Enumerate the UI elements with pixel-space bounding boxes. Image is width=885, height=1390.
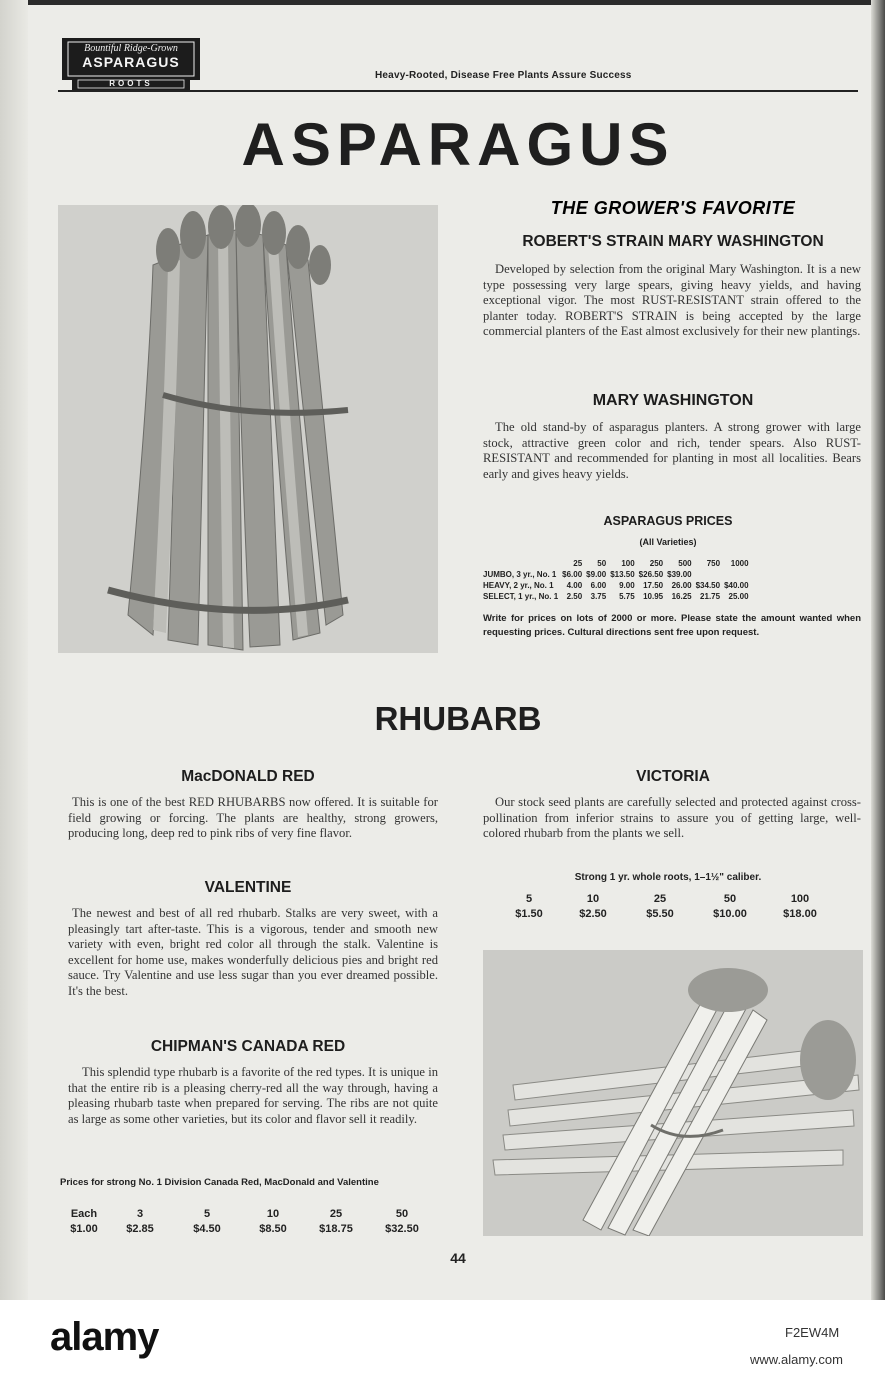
price-table-col: 1000	[730, 559, 749, 568]
price-cell: 4.00	[566, 581, 583, 590]
quantity-cell: 100	[790, 892, 810, 905]
bountiful-ridge-logo	[58, 32, 204, 94]
chipman-canada-red-description: This splendid type rhubarb is a favorite of the red types. It is unique in that the entire rib is a pleasing cherry-red all the way through, having a pleasing rhubarb taste when prepared for serving. The ribs are not quite as large as some other varieties, but its color and flavor sell it readily.	[68, 1065, 438, 1126]
rhubarb-title: RHUBARB	[374, 700, 542, 737]
chipman-canada-red-heading: CHIPMAN'S CANADA RED	[150, 1038, 346, 1055]
victoria-price-table	[497, 891, 835, 921]
price-cell: $39.00	[667, 570, 692, 579]
price-cell: $18.75	[319, 1222, 353, 1235]
price-table-col: 25	[573, 559, 583, 568]
page-right-edge	[871, 0, 885, 1300]
header-tagline: Heavy-Rooted, Disease Free Plants Assure Success	[375, 70, 632, 81]
price-cell: $2.50	[579, 907, 607, 920]
valentine-heading: VALENTINE	[204, 879, 292, 896]
price-cell: 10.95	[643, 592, 664, 601]
quantity-cell: 5	[203, 1207, 211, 1220]
price-cell: $32.50	[385, 1222, 419, 1235]
rhubarb-illustration	[483, 950, 863, 1236]
quantity-cell: 25	[653, 892, 667, 905]
victoria-price-row	[497, 906, 835, 921]
price-cell: $10.00	[713, 907, 747, 920]
asparagus-prices-heading: ASPARAGUS PRICES	[603, 514, 733, 528]
price-table-col: 50	[597, 559, 607, 568]
price-cell: 25.00	[728, 592, 749, 601]
growers-favorite-heading: THE GROWER'S FAVORITE	[550, 198, 796, 218]
asparagus-price-table	[483, 558, 751, 602]
alamy-logo: alamy	[50, 1315, 159, 1359]
quantity-cell: 3	[136, 1207, 144, 1220]
quantity-cell: Each	[70, 1207, 98, 1220]
victoria-heading: VICTORIA	[636, 768, 710, 785]
price-cell: 3.75	[590, 592, 607, 601]
price-cell: $8.50	[259, 1222, 287, 1235]
rhubarb-bundle-photo	[483, 950, 863, 1236]
asparagus-prices-subheading: (All Varieties)	[639, 537, 697, 547]
macdonald-red-heading: MacDONALD RED	[181, 768, 315, 785]
price-cell: 6.00	[590, 581, 607, 590]
asparagus-illustration	[58, 205, 438, 653]
price-cell: $9.00	[586, 570, 607, 579]
price-cell: 16.25	[671, 592, 692, 601]
quantity-cell: 10	[586, 892, 600, 905]
page-number: 44	[450, 1250, 466, 1266]
price-row-label: SELECT, 1 yr., No. 1	[483, 592, 559, 601]
price-cell: $2.85	[126, 1222, 154, 1235]
price-cell: 26.00	[671, 581, 692, 590]
price-cell: $26.50	[638, 570, 664, 579]
division-prices-label: Prices for strong No. 1 Division Canada Red, MacDonald and Valentine	[60, 1177, 379, 1188]
price-cell: 5.75	[619, 592, 635, 601]
roberts-strain-heading: ROBERT'S STRAIN MARY WASHINGTON	[522, 233, 824, 250]
price-cell: 9.00	[619, 581, 635, 590]
price-table-col: 500	[678, 559, 692, 568]
price-table-row	[483, 569, 751, 580]
roberts-strain-description: Developed by selection from the original Mary Washington. It is a new type possessing very large spears, giving heavy yields, and having exceptional vigor. The most RUST-RESISTANT strain offered to the planter today. ROBERT'S STRAIN is being accepted by the large commercial planters of the East almost exclusively for their new plantings.	[483, 262, 861, 339]
price-table-col: 750	[706, 559, 721, 568]
price-cell: $1.50	[515, 907, 543, 920]
division-quantity-row	[60, 1206, 436, 1221]
price-cell	[694, 569, 722, 580]
price-cell: 2.50	[566, 592, 583, 601]
victoria-prices-label: Strong 1 yr. whole roots, 1–1½" caliber.	[574, 872, 762, 883]
logo-line3: ROOTS	[109, 79, 153, 88]
asparagus-prices-note: Write for prices on lots of 2000 or more. Please state the amount wanted when requesting prices. Cultural directions sent free upon request.	[483, 613, 861, 638]
macdonald-red-description: This is one of the best RED RHUBARBS now offered. It is suitable for field growing or forcing. The plants are healthy, strong growers, producing long, deep red to pink ribs of very fine flavor.	[68, 795, 438, 841]
price-cell: $4.50	[193, 1222, 221, 1235]
price-cell: $34.50	[695, 581, 721, 590]
price-cell: $6.00	[562, 570, 583, 579]
victoria-quantity-row	[497, 891, 835, 906]
page-top-edge	[0, 0, 885, 5]
header-rule	[58, 90, 858, 92]
price-table-col: 250	[649, 559, 664, 568]
price-table-row	[483, 591, 751, 602]
price-cell: $5.50	[646, 907, 674, 920]
price-table-header-row	[483, 558, 751, 569]
price-cell: $1.00	[70, 1222, 98, 1235]
quantity-cell: 50	[395, 1207, 409, 1220]
quantity-cell: 50	[723, 892, 737, 905]
price-cell: $40.00	[724, 581, 749, 590]
price-cell: 21.75	[700, 592, 721, 601]
asparagus-bundle-photo	[58, 205, 438, 653]
site-url-label: www.alamy.com	[750, 1352, 843, 1367]
price-row-label: HEAVY, 2 yr., No. 1	[483, 581, 554, 590]
price-table-col: 100	[621, 559, 635, 568]
division-price-table	[60, 1206, 436, 1236]
price-row-label: JUMBO, 3 yr., No. 1	[483, 570, 557, 579]
mary-washington-description: The old stand-by of asparagus planters. A strong grower with large stock, attractive green color and rich, tender spears. Also RUST-RESISTANT and recommended for planting in most all localities. Bears early and gives heavy yields.	[483, 420, 861, 481]
price-cell: 17.50	[643, 581, 664, 590]
image-id-label: F2EW4M	[785, 1325, 840, 1340]
price-table-corner	[483, 558, 560, 569]
price-cell: $13.50	[610, 570, 635, 579]
victoria-description: Our stock seed plants are carefully selected and protected against cross-pollination from inferior strains to assure you of getting large, well-colored rhubarb from the plants we sell.	[483, 795, 861, 841]
valentine-description: The newest and best of all red rhubarb. Stalks are very sweet, with a pleasingly tart after-taste. This is a vigorous, tender and smooth new variety with even, bright red color all through the stalk. Valentine is excellent for home use, makes wonderfully delicious pies and bright red sauce. Try Valentine and use less sugar than you ever dreamed possible. It's the best.	[68, 906, 438, 998]
price-cell	[722, 569, 750, 580]
page-binding-shadow	[0, 0, 28, 1300]
price-table-row	[483, 580, 751, 591]
logo-line1: Bountiful Ridge-Grown	[84, 43, 178, 54]
asparagus-title: ASPARAGUS	[241, 111, 675, 178]
mary-washington-heading: MARY WASHINGTON	[592, 392, 754, 409]
quantity-cell: 25	[329, 1207, 343, 1220]
quantity-cell: 5	[525, 892, 533, 905]
price-cell: $18.00	[783, 907, 817, 920]
division-price-row	[60, 1221, 436, 1236]
logo-line2: ASPARAGUS	[82, 54, 180, 70]
quantity-cell: 10	[266, 1207, 280, 1220]
